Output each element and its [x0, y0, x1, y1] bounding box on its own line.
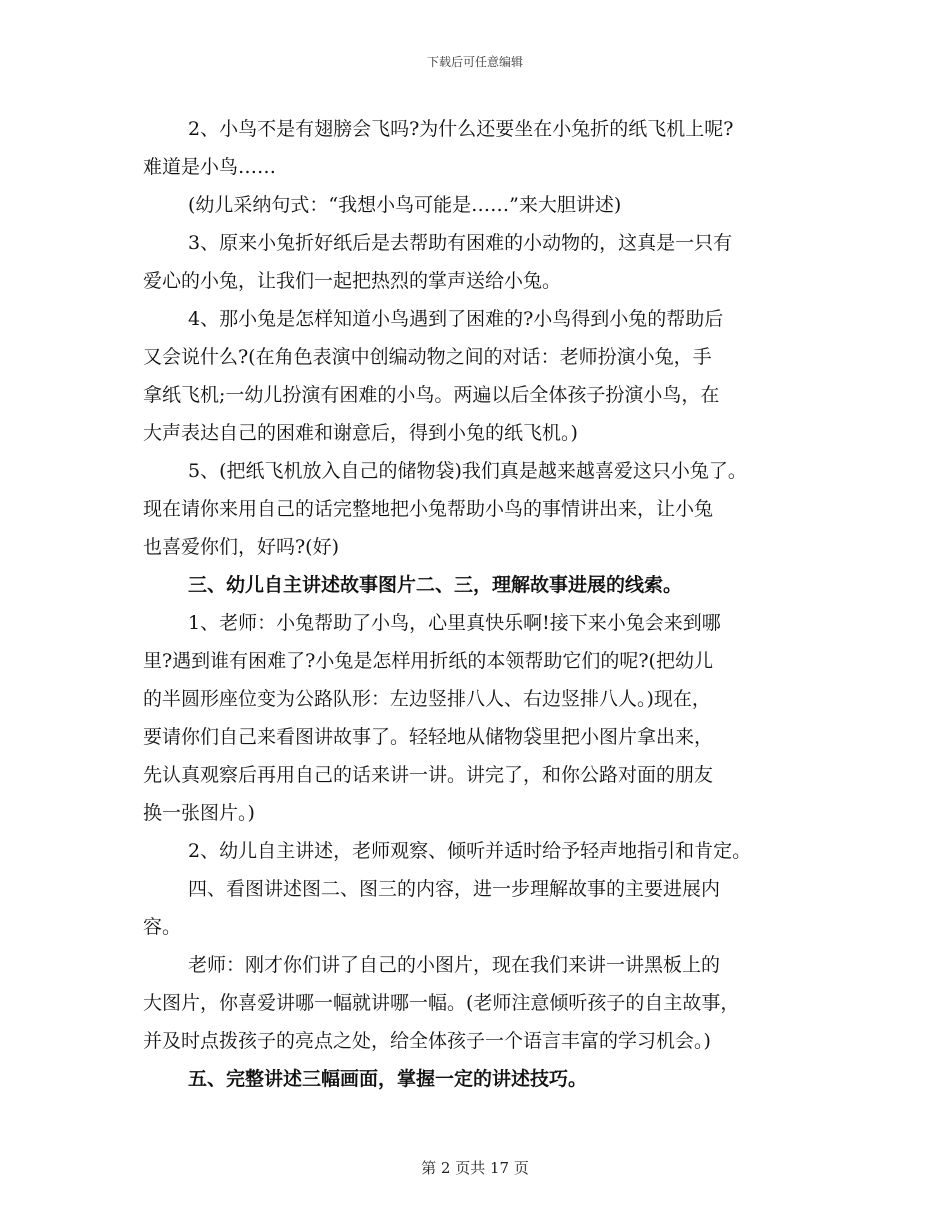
text-line: 要请你们自己来看图讲故事了。轻轻地从储物袋里把小图片拿出来， — [143, 726, 714, 748]
paragraph-5-retell — [143, 452, 823, 566]
text-line: 里?遇到谁有困难了?小兔是怎样用折纸的本领帮助它们的呢?(把幼儿 — [143, 650, 713, 672]
page-footer: 第 2 页共 17 页 — [421, 1159, 529, 1177]
paragraph-4-role-play — [143, 300, 823, 452]
document-body — [143, 110, 823, 1098]
text-line: 爱心的小兔，让我们一起把热烈的掌声送给小兔。 — [143, 270, 562, 292]
paragraph-teacher-1 — [143, 604, 823, 832]
text-line: 的半圆形座位变为公路队形：左边竖排八人、右边竖排八人。)现在， — [143, 688, 711, 710]
text-line: 又会说什么?(在角色表演中创编动物之间的对话：老师扮演小兔，手 — [143, 346, 712, 368]
heading-line: 三、幼儿自主讲述故事图片二、三，理解故事进展的线索。 — [188, 574, 683, 596]
text-line: 并及时点拨孩子的亮点之处，给全体孩子一个语言丰富的学习机会。) — [143, 1030, 711, 1052]
section-heading-5 — [143, 1060, 823, 1098]
text-line: 换一张图片。) — [143, 802, 255, 824]
text-line: 3、原来小兔折好纸后是去帮助有困难的小动物的，这真是一只有 — [188, 232, 733, 254]
text-line: 大声表达自己的困难和谢意后，得到小兔的纸飞机。) — [143, 422, 578, 444]
text-line: 1、老师：小兔帮助了小鸟，心里真快乐啊!接下来小兔会来到哪 — [188, 612, 721, 634]
paragraph-self-narration — [143, 832, 823, 870]
text-line: 先认真观察后再用自己的话来讲一讲。讲完了，和你公路对面的朋友 — [143, 764, 714, 786]
section-heading-3 — [143, 566, 823, 604]
text-line: 2、小鸟不是有翅膀会飞吗?为什么还要坐在小兔折的纸飞机上呢? — [188, 118, 734, 140]
text-line: 四、看图讲述图二、图三的内容，进一步理解故事的主要进展内 — [188, 878, 721, 900]
text-line: 2、幼儿自主讲述，老师观察、倾听并适时给予轻声地指引和肯定。 — [188, 840, 752, 862]
text-line: 老师：刚才你们讲了自己的小图片，现在我们来讲一讲黑板上的 — [188, 954, 721, 976]
heading-line: 五、完整讲述三幅画面，掌握一定的讲述技巧。 — [188, 1068, 588, 1090]
text-line: (幼儿采纳句式：“我想小鸟可能是……”来大胆讲述) — [188, 194, 622, 216]
page-header: 下载后可任意编辑 — [426, 55, 523, 69]
text-line: 现在请你来用自己的话完整地把小兔帮助小鸟的事情讲出来，让小兔 — [143, 498, 714, 520]
section-heading-4 — [143, 870, 823, 946]
paragraph-3-helping — [143, 224, 823, 300]
paragraph-teacher-big-picture — [143, 946, 823, 1060]
text-line: 5、(把纸飞机放入自己的储物袋)我们真是越来越喜爱这只小兔了。 — [188, 460, 747, 482]
text-line: 4、那小兔是怎样知道小鸟遇到了困难的?小鸟得到小兔的帮助后 — [188, 308, 724, 330]
text-line: 难道是小鸟…… — [143, 156, 277, 178]
paragraph-2-question — [143, 110, 823, 186]
text-line: 大图片，你喜爱讲哪一幅就讲哪一幅。(老师注意倾听孩子的自主故事， — [143, 992, 740, 1014]
text-line: 容。 — [143, 916, 182, 938]
paragraph-sentence-pattern-note — [143, 186, 823, 224]
text-line: 拿纸飞机;一幼儿扮演有困难的小鸟。两遍以后全体孩子扮演小鸟，在 — [143, 384, 720, 406]
text-line: 也喜爱你们，好吗?(好) — [143, 536, 340, 558]
